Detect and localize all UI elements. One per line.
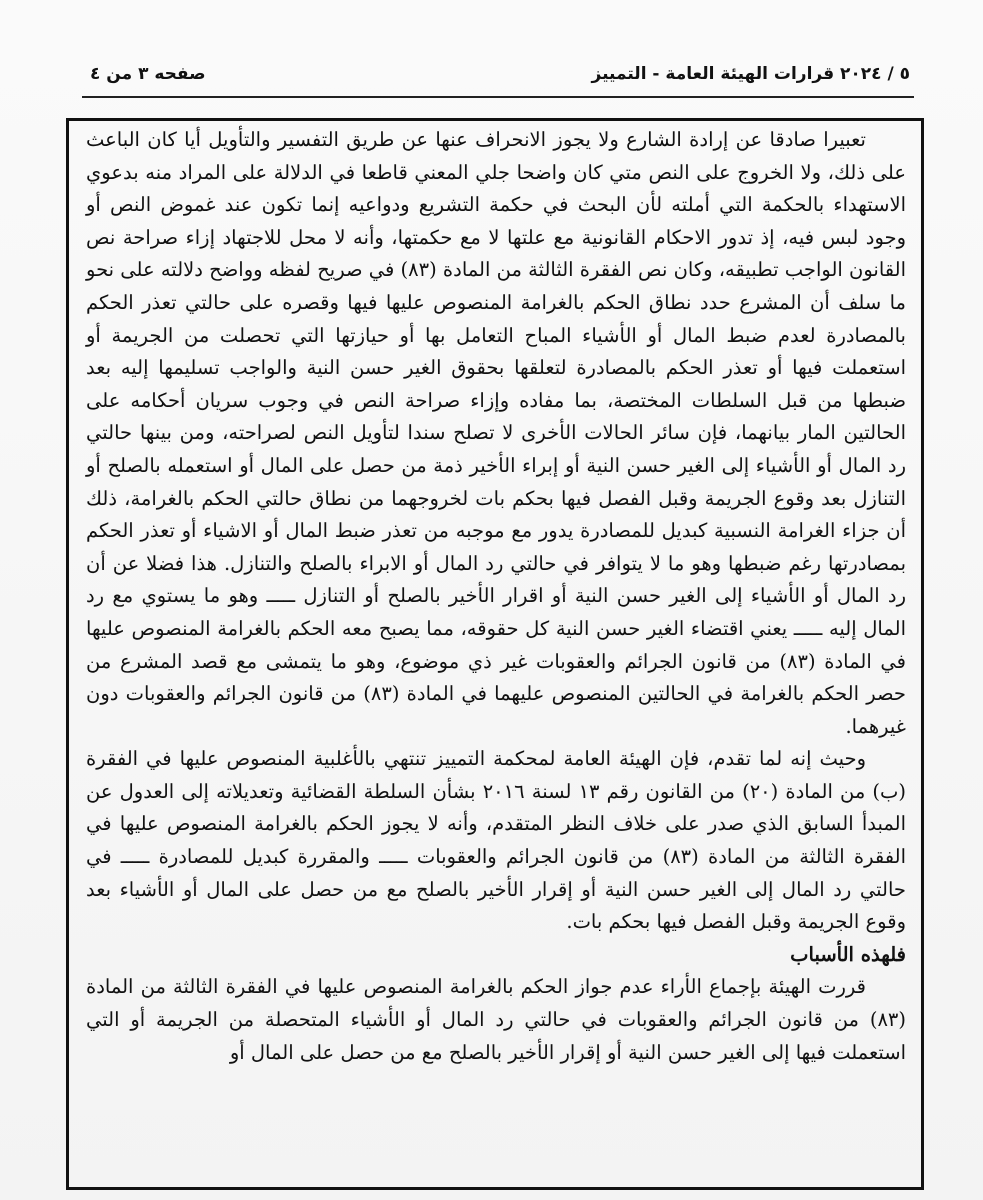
paragraph-reasoning: تعبيرا صادقا عن إرادة الشارع ولا يجوز الانحراف عنها عن طريق التفسير والتأويل أيا كان الباعث على ذلك، ولا الخروج على النص متي كان واضحا جلي المعني قاطعا في الدلالة على المراد منه بدعوي الاستهداء بالحكمة التي أملته لأن البحث في حكمة التشريع ودواعيه إنما تكون عند غموض النص أو وجود لبس فيه، إذ تدور الاحكام القانونية مع علتها لا مع حكمتها، وأنه لا محل للاجتهاد إزاء صراحة نص القانون الواجب تطبيقه، وكان نص الفقرة الثالثة من المادة (٨٣) في صريح لفظه وواضح دلالته على نحو ما سلف أن المشرع حدد نطاق الحكم بالغرامة المنصوص عليها فيها وقصره على حالتي تعذر الحكم بالمصادرة لعدم ضبط المال أو الأشياء المباح التعامل بها أو حيازتها التي تحصلت من الجريمة أو استعملت فيها أو تعذر الحكم بالمصادرة لتعلقها بحقوق الغير حسن النية والواجب تسليمها إليه بعد ضبطها من قبل السلطات المختصة، بما مفاده وإزاء صراحة النص في وجوب سريان أحكامه على الحالتين المار بيانهما، فإن سائر الحالات الأخرى لا تصلح سندا لتأويل النص لصراحته، ومن بينها حالتي رد المال أو الأشياء إلى الغير حسن النية أو إبراء الأخير ذمة من حصل على المال أو استعمله بالصلح أو التنازل بعد وقوع الجريمة وقبل الفصل فيها بحكم بات لخروجهما من نطاق حالتي الحكم بالغرامة، ذلك أن جزاء الغرامة النسبية كبديل للمصادرة يدور مع موجبه من تعذر ضبط المال أو الاشياء أو تعذر الحكم بمصادرتها رغم ضبطها وهو ما لا يتوافر في حالتي رد المال أو الابراء بالصلح والتنازل. هذا فضلا عن أن رد المال أو الأشياء إلى الغير حسن النية أو اقرار الأخير بالصلح أو التنازل ـــــ وهو ما يستوي مع رد المال إليه ـــــ يعني اقتضاء الغير حسن النية كل حقوقه، مما يصبح معه الحكم بالغرامة المنصوص عليها في المادة (٨٣) من قانون الجرائم والعقوبات غير ذي موضوع، وهو ما يتمشى مع قصد المشرع من حصر الحكم بالغرامة في الحالتين المنصوص عليهما في المادة (٨٣) من قانون الجرائم والعقوبات دون غيرهما. (86, 128, 907, 738)
header-divider (82, 96, 914, 98)
page-number: صفحه ٣ من ٤ (90, 64, 206, 84)
header-title: ٥ / ٢٠٢٤ قرارات الهيئة العامة - التمييز (591, 64, 910, 84)
section-heading-reasons: فلهذه الأسباب (790, 942, 906, 966)
document-body (86, 124, 906, 1069)
page-header (90, 60, 910, 92)
paragraph-decision: قررت الهيئة بإجماع الأراء عدم جواز الحكم بالغرامة المنصوص عليها في الفقرة الثالثة من المادة (٨٣) من قانون الجرائم والعقوبات في حالتي رد المال أو الأشياء المتحصلة من الجريمة أو التي استعملت فيها إلى الغير حسن النية أو إقرار الأخير بالصلح مع من حصل على المال أو (86, 975, 906, 1064)
paragraph-conclusion: وحيث إنه لما تقدم، فإن الهيئة العامة لمحكمة التمييز تنتهي بالأغلبية المنصوص عليها في الفقرة (ب) من المادة (٢٠) من القانون رقم ١٣ لسنة ٢٠١٦ بشأن السلطة القضائية وتعديلاته إلى العدول عن المبدأ السابق الذي صدر على خلاف النظر المتقدم، وأنه لا يجوز الحكم بالغرامة المنصوص عليها في الفقرة الثالثة من المادة (٨٣) من قانون الجرائم والعقوبات ـــــ والمقررة كبديل للمصادرة ـــــ في حالتي رد المال إلى الغير حسن النية أو إقرار الأخير بالصلح مع من حصل على المال أو الأشياء بعد وقوع الجريمة وقبل الفصل فيها بحكم بات. (86, 747, 907, 934)
